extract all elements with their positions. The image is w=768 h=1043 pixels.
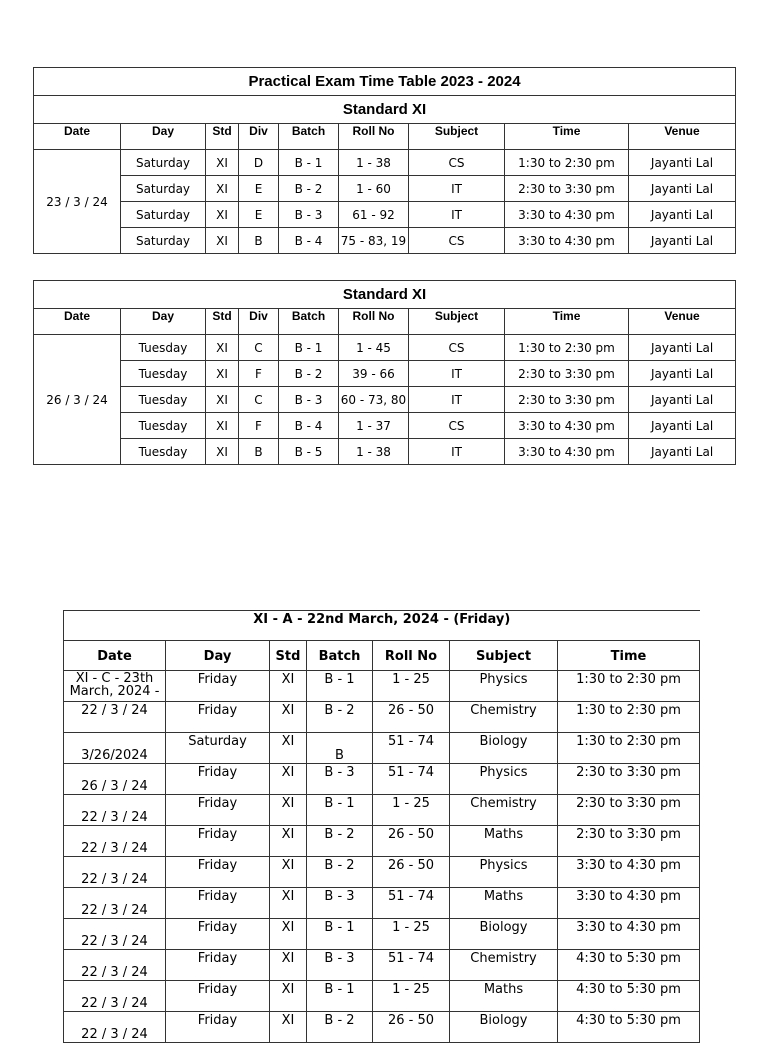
date-cell: 3/26/2024 [64, 733, 166, 764]
time-cell: 3:30 to 4:30 pm [505, 413, 629, 439]
batch-cell: B - 3 [307, 888, 373, 919]
roll-cell: 1 - 25 [373, 795, 450, 826]
subject-cell: CS [409, 413, 505, 439]
table-row [34, 361, 736, 387]
table-row [64, 857, 700, 888]
roll-cell: 39 - 66 [339, 361, 409, 387]
std-cell: XI [270, 857, 307, 888]
header-subject: Subject [409, 124, 505, 150]
time-cell: 3:30 to 4:30 pm [558, 888, 700, 919]
date-cell: 22 / 3 / 24 [64, 888, 166, 919]
table-row [64, 733, 700, 764]
time-cell: 4:30 to 5:30 pm [558, 950, 700, 981]
roll-cell: 1 - 38 [339, 150, 409, 176]
time-cell: 2:30 to 3:30 pm [558, 826, 700, 857]
batch-cell: B - 2 [279, 176, 339, 202]
header-time: Time [505, 309, 629, 335]
batch-cell: B - 4 [279, 413, 339, 439]
time-cell: 3:30 to 4:30 pm [505, 228, 629, 254]
roll-cell: 1 - 38 [339, 439, 409, 465]
day-cell: Friday [166, 1012, 270, 1043]
roll-cell: 1 - 25 [373, 671, 450, 702]
header-roll-no: Roll No [339, 124, 409, 150]
roll-cell: 60 - 73, 80 [339, 387, 409, 413]
std-cell: XI [270, 981, 307, 1012]
std-cell: XI [270, 919, 307, 950]
header-subject: Subject [450, 641, 558, 671]
roll-cell: 26 - 50 [373, 702, 450, 733]
table-title: XI - A - 22nd March, 2024 - (Friday) [64, 611, 700, 641]
header-date: Date [64, 641, 166, 671]
div-cell: C [239, 387, 279, 413]
header-row [34, 124, 736, 150]
table-row [34, 335, 736, 361]
std-cell: XI [270, 733, 307, 764]
subject-cell: Physics [450, 857, 558, 888]
roll-cell: 51 - 74 [373, 888, 450, 919]
date-cell: 23 / 3 / 24 [34, 150, 121, 254]
std-cell: XI [206, 176, 239, 202]
roll-cell: 51 - 74 [373, 950, 450, 981]
exam-table-xi-a [63, 610, 700, 1043]
div-cell: B [239, 439, 279, 465]
roll-cell: 75 - 83, 19 [339, 228, 409, 254]
subject-cell: IT [409, 202, 505, 228]
day-cell: Tuesday [121, 387, 206, 413]
batch-cell: B - 3 [279, 202, 339, 228]
day-cell: Friday [166, 919, 270, 950]
batch-cell: B [307, 733, 373, 764]
header-day: Day [121, 309, 206, 335]
std-cell: XI [206, 228, 239, 254]
header-time: Time [558, 641, 700, 671]
subject-cell: Chemistry [450, 702, 558, 733]
header-row [34, 309, 736, 335]
venue-cell: Jayanti Lal [629, 361, 736, 387]
time-cell: 3:30 to 4:30 pm [505, 439, 629, 465]
header-row [64, 641, 700, 671]
subject-cell: Chemistry [450, 795, 558, 826]
date-cell: 22 / 3 / 24 [64, 919, 166, 950]
table-row [64, 702, 700, 733]
time-cell: 2:30 to 3:30 pm [558, 764, 700, 795]
std-cell: XI [206, 387, 239, 413]
batch-cell: B - 1 [307, 671, 373, 702]
day-cell: Friday [166, 826, 270, 857]
batch-cell: B - 2 [307, 702, 373, 733]
subject-cell: Biology [450, 733, 558, 764]
subject-cell: CS [409, 150, 505, 176]
batch-cell: B - 1 [279, 335, 339, 361]
time-cell: 1:30 to 2:30 pm [505, 335, 629, 361]
std-cell: XI [206, 413, 239, 439]
venue-cell: Jayanti Lal [629, 202, 736, 228]
div-cell: E [239, 176, 279, 202]
div-cell: F [239, 413, 279, 439]
time-cell: 1:30 to 2:30 pm [558, 671, 700, 702]
date-cell: 22 / 3 / 24 [64, 981, 166, 1012]
time-cell: 2:30 to 3:30 pm [558, 795, 700, 826]
day-cell: Tuesday [121, 439, 206, 465]
day-cell: Tuesday [121, 335, 206, 361]
time-cell: 3:30 to 4:30 pm [558, 919, 700, 950]
table-row [34, 228, 736, 254]
batch-cell: B - 1 [307, 795, 373, 826]
subject-cell: Maths [450, 888, 558, 919]
std-cell: XI [270, 702, 307, 733]
roll-cell: 1 - 45 [339, 335, 409, 361]
subject-cell: IT [409, 361, 505, 387]
std-cell: XI [270, 950, 307, 981]
header-date: Date [34, 309, 121, 335]
date-cell: 22 / 3 / 24 [64, 795, 166, 826]
date-cell: 26 / 3 / 24 [64, 764, 166, 795]
div-cell: F [239, 361, 279, 387]
header-subject: Subject [409, 309, 505, 335]
table-row [34, 387, 736, 413]
div-cell: C [239, 335, 279, 361]
roll-cell: 26 - 50 [373, 1012, 450, 1043]
time-cell: 4:30 to 5:30 pm [558, 1012, 700, 1043]
header-venue: Venue [629, 124, 736, 150]
roll-cell: 1 - 25 [373, 981, 450, 1012]
std-cell: XI [270, 671, 307, 702]
div-cell: D [239, 150, 279, 176]
date-cell: 26 / 3 / 24 [34, 335, 121, 465]
date-cell: 22 / 3 / 24 [64, 1012, 166, 1043]
std-cell: XI [206, 202, 239, 228]
subject-cell: IT [409, 439, 505, 465]
time-cell: 3:30 to 4:30 pm [558, 857, 700, 888]
subject-cell: Biology [450, 919, 558, 950]
day-cell: Tuesday [121, 413, 206, 439]
header-roll-no: Roll No [373, 641, 450, 671]
table-row [64, 919, 700, 950]
date-cell: 22 / 3 / 24 [64, 826, 166, 857]
time-cell: 4:30 to 5:30 pm [558, 981, 700, 1012]
subject-cell: Physics [450, 671, 558, 702]
roll-cell: 1 - 37 [339, 413, 409, 439]
batch-cell: B - 3 [307, 764, 373, 795]
header-std: Std [206, 309, 239, 335]
subject-cell: Maths [450, 981, 558, 1012]
batch-cell: B - 3 [279, 387, 339, 413]
table-row [34, 176, 736, 202]
batch-cell: B - 2 [279, 361, 339, 387]
std-cell: XI [270, 1012, 307, 1043]
roll-cell: 61 - 92 [339, 202, 409, 228]
std-cell: XI [270, 826, 307, 857]
table-row [64, 981, 700, 1012]
header-roll-no: Roll No [339, 309, 409, 335]
table-row [64, 888, 700, 919]
header-div: Div [239, 309, 279, 335]
header-time: Time [505, 124, 629, 150]
roll-cell: 1 - 25 [373, 919, 450, 950]
day-cell: Saturday [121, 176, 206, 202]
venue-cell: Jayanti Lal [629, 150, 736, 176]
day-cell: Friday [166, 888, 270, 919]
exam-table-standard-xi-1 [33, 67, 736, 254]
day-cell: Friday [166, 857, 270, 888]
date-cell: 22 / 3 / 24 [64, 950, 166, 981]
day-cell: Saturday [121, 150, 206, 176]
header-batch: Batch [279, 124, 339, 150]
batch-cell: B - 5 [279, 439, 339, 465]
roll-cell: 51 - 74 [373, 764, 450, 795]
table-row [34, 413, 736, 439]
batch-cell: B - 3 [307, 950, 373, 981]
table-row [64, 950, 700, 981]
header-std: Std [270, 641, 307, 671]
header-batch: Batch [307, 641, 373, 671]
std-cell: XI [206, 150, 239, 176]
subject-cell: IT [409, 387, 505, 413]
subject-cell: IT [409, 176, 505, 202]
table-row [64, 764, 700, 795]
exam-table-standard-xi-2 [33, 280, 736, 465]
batch-cell: B - 1 [307, 981, 373, 1012]
day-cell: Friday [166, 671, 270, 702]
table-row [64, 826, 700, 857]
batch-cell: B - 1 [307, 919, 373, 950]
div-cell: E [239, 202, 279, 228]
day-cell: Saturday [121, 228, 206, 254]
day-cell: Saturday [166, 733, 270, 764]
std-cell: XI [270, 888, 307, 919]
table-title: Practical Exam Time Table 2023 - 2024 [34, 68, 736, 96]
batch-cell: B - 2 [307, 1012, 373, 1043]
venue-cell: Jayanti Lal [629, 439, 736, 465]
batch-cell: B - 4 [279, 228, 339, 254]
subject-cell: CS [409, 335, 505, 361]
subject-cell: CS [409, 228, 505, 254]
time-cell: 3:30 to 4:30 pm [505, 202, 629, 228]
header-day: Day [166, 641, 270, 671]
date-cell: 22 / 3 / 24 [64, 702, 166, 733]
header-div: Div [239, 124, 279, 150]
div-cell: B [239, 228, 279, 254]
date-cell: XI - C - 23th March, 2024 - [64, 671, 166, 702]
venue-cell: Jayanti Lal [629, 413, 736, 439]
std-cell: XI [270, 795, 307, 826]
subject-cell: Chemistry [450, 950, 558, 981]
date-cell: 22 / 3 / 24 [64, 857, 166, 888]
std-cell: XI [206, 335, 239, 361]
batch-cell: B - 1 [279, 150, 339, 176]
time-cell: 1:30 to 2:30 pm [558, 733, 700, 764]
table-row [64, 671, 700, 702]
table-row [34, 202, 736, 228]
subject-cell: Maths [450, 826, 558, 857]
std-cell: XI [270, 764, 307, 795]
day-cell: Friday [166, 702, 270, 733]
day-cell: Saturday [121, 202, 206, 228]
time-cell: 2:30 to 3:30 pm [505, 176, 629, 202]
venue-cell: Jayanti Lal [629, 387, 736, 413]
std-cell: XI [206, 439, 239, 465]
table-row [34, 150, 736, 176]
subject-cell: Biology [450, 1012, 558, 1043]
header-std: Std [206, 124, 239, 150]
table-subtitle: Standard XI [34, 96, 736, 124]
day-cell: Tuesday [121, 361, 206, 387]
roll-cell: 26 - 50 [373, 826, 450, 857]
table-subtitle: Standard XI [34, 281, 736, 309]
time-cell: 1:30 to 2:30 pm [505, 150, 629, 176]
batch-cell: B - 2 [307, 826, 373, 857]
day-cell: Friday [166, 950, 270, 981]
std-cell: XI [206, 361, 239, 387]
venue-cell: Jayanti Lal [629, 228, 736, 254]
venue-cell: Jayanti Lal [629, 335, 736, 361]
day-cell: Friday [166, 764, 270, 795]
table-row [64, 795, 700, 826]
batch-cell: B - 2 [307, 857, 373, 888]
time-cell: 2:30 to 3:30 pm [505, 361, 629, 387]
roll-cell: 26 - 50 [373, 857, 450, 888]
header-date: Date [34, 124, 121, 150]
day-cell: Friday [166, 981, 270, 1012]
subject-cell: Physics [450, 764, 558, 795]
header-venue: Venue [629, 309, 736, 335]
roll-cell: 51 - 74 [373, 733, 450, 764]
day-cell: Friday [166, 795, 270, 826]
venue-cell: Jayanti Lal [629, 176, 736, 202]
table-row [64, 1012, 700, 1043]
roll-cell: 1 - 60 [339, 176, 409, 202]
time-cell: 1:30 to 2:30 pm [558, 702, 700, 733]
time-cell: 2:30 to 3:30 pm [505, 387, 629, 413]
table-row [34, 439, 736, 465]
header-day: Day [121, 124, 206, 150]
header-batch: Batch [279, 309, 339, 335]
